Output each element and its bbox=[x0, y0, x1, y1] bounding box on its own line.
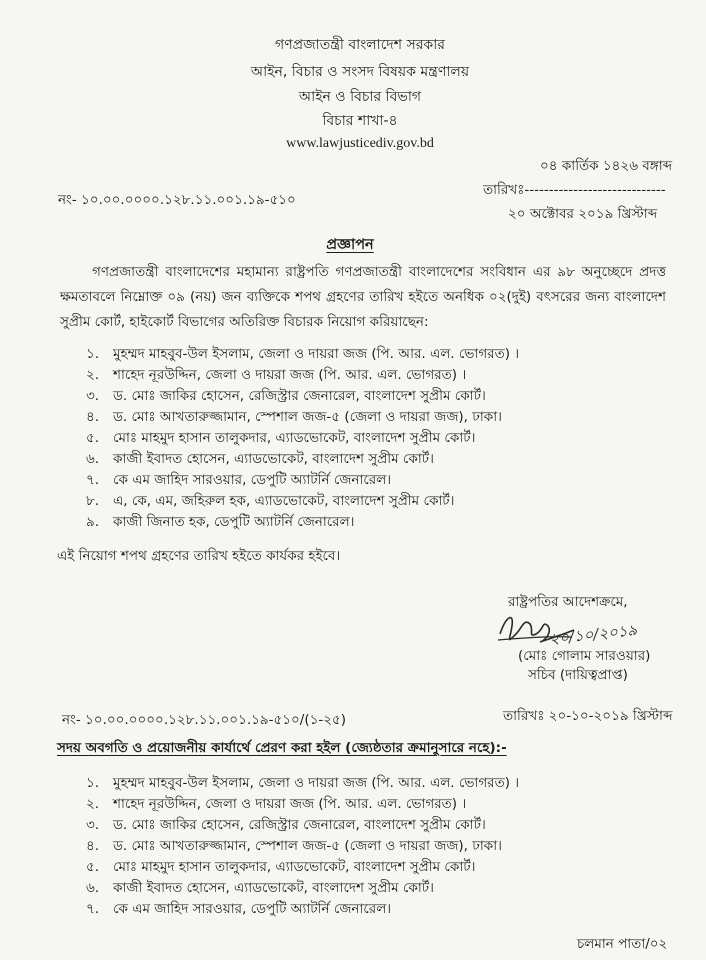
list-number: ৮. bbox=[86, 493, 100, 509]
effective-note: এই নিয়োগ শপথ গ্রহণের তারিখ হইতে কার্যকর হইবে। bbox=[57, 548, 341, 564]
list-text: ড. মোঃ জাকির হোসেন, রেজিস্ট্রার জেনারেল, বাংলাদেশ সুপ্রীম কোর্ট। bbox=[113, 817, 486, 833]
list-text: মোঃ মাহমুদ হাসান তালুকদার, এ্যাডভোকেট, বাংলাদেশ সুপ্রীম কোর্ট। bbox=[113, 430, 476, 446]
list-item bbox=[86, 899, 391, 919]
list-text: কাজী জিনাত হক, ডেপুটি অ্যাটর্নি জেনারেল। bbox=[113, 514, 355, 530]
list-text: ড. মোঃ আখতারুজ্জামান, স্পেশাল জজ-৫ (জেলা ও দায়রা জজ), ঢাকা। bbox=[113, 838, 502, 854]
signatory-designation: সচিব (দায়িত্বপ্রাপ্ত) bbox=[528, 667, 628, 683]
list-item bbox=[86, 344, 519, 364]
list-text: শাহেদ নূরউদ্দিন, জেলা ও দায়রা জজ (পি. আর. এল. ভোগরত) । bbox=[113, 367, 467, 383]
list-number: ১. bbox=[86, 775, 100, 791]
government-name: গণপ্রজাতন্ত্রী বাংলাদেশ সরকার bbox=[275, 37, 445, 53]
list-text: কে এম জাহিদ সারওয়ার, ডেপুটি অ্যাটর্নি জেনারেল। bbox=[113, 901, 392, 917]
list-number: ৫. bbox=[86, 859, 100, 875]
list-number: ৪. bbox=[86, 409, 100, 425]
memo-number: নং- ১০.০০.০০০০.১২৮.১১.০০১.১৯-৫১০ bbox=[58, 192, 296, 208]
list-text: শাহেদ নূরউদ্দিন, জেলা ও দায়রা জজ (পি. আর. এল. ভোগরত) । bbox=[113, 796, 467, 812]
list-number: ৩. bbox=[86, 817, 100, 833]
continued-page-note: চলমান পাতা/০২ bbox=[577, 936, 668, 952]
list-text: মোঃ মাহমুদ হাসান তালুকদার, এ্যাডভোকেট, বাংলাদেশ সুপ্রীম কোর্ট। bbox=[113, 859, 476, 875]
list-item bbox=[86, 365, 466, 385]
list-item bbox=[86, 428, 475, 448]
list-number: ২. bbox=[86, 796, 100, 812]
signature-date: ২০/১০/২০১৯ bbox=[548, 620, 639, 648]
body-paragraph: গণপ্রজাতন্ত্রী বাংলাদেশের মহামান্য রাষ্ট্রপতি গণপ্রজাতন্ত্রী বাংলাদেশের সংবিধান এর ৯৮ অনুচ্ছেদে প্রদত্ত ক্ষমতাবলে নিম্নোক্ত ০৯ (নয়) জন ব্যক্তিকে শপথ গ্রহণের তারিখ হইতে অনধিক ০২(দুই) বৎসরের জন্য বাংলাদেশ সুপ্রীম কোর্ট, হাইকোর্ট বিভাগের অতিরিক্ত বিচারক নিয়োগ করিয়াছেন: bbox=[60, 264, 666, 330]
bangla-date: ০৪ কার্তিক ১৪২৬ বঙ্গাব্দ bbox=[540, 158, 673, 174]
list-item bbox=[86, 386, 486, 406]
signature bbox=[492, 604, 667, 650]
list-text: ড. মোঃ আখতারুজ্জামান, স্পেশাল জজ-৫ (জেলা ও দায়রা জজ), ঢাকা। bbox=[113, 409, 502, 425]
list-number: ৯. bbox=[86, 514, 100, 530]
distribution-memo-number: নং- ১০.০০.০০০০.১২৮.১১.০০১.১৯-৫১০/(১-২৫) bbox=[62, 712, 347, 728]
english-date: ২০ অক্টোবর ২০১৯ খ্রিস্টাব্দ bbox=[508, 206, 658, 222]
list-item bbox=[86, 449, 434, 469]
date-label: তারিখঃ----------------------------- bbox=[483, 182, 666, 198]
list-item bbox=[86, 815, 486, 835]
list-text: কাজী ইবাদত হোসেন, এ্যাডভোকেট, বাংলাদেশ সুপ্রীম কোর্ট। bbox=[113, 451, 434, 467]
list-item bbox=[86, 836, 502, 856]
document-title bbox=[250, 235, 450, 255]
list-text: কে এম জাহিদ সারওয়ার, ডেপুটি অ্যাটর্নি জেনারেল। bbox=[113, 472, 392, 488]
list-item bbox=[86, 794, 466, 814]
list-number: ৭. bbox=[86, 472, 100, 488]
division-name: আইন ও বিচার বিভাগ bbox=[298, 89, 422, 105]
ministry-name: আইন, বিচার ও সংসদ বিষয়ক মন্ত্রণালয় bbox=[250, 64, 470, 80]
list-number: ৩. bbox=[86, 388, 100, 404]
website-url: www.lawjusticediv.gov.bd bbox=[286, 136, 434, 151]
list-number: ৭. bbox=[86, 901, 100, 917]
distribution-heading: সদয় অবগতি ও প্রয়োজনীয় কার্যার্থে প্রেরণ করা হইল (জ্যেষ্ঠতার ক্রমানুসারে নহে):- bbox=[57, 740, 507, 756]
list-item bbox=[86, 491, 454, 511]
list-number: ১. bbox=[86, 346, 100, 362]
document-title-text: প্রজ্ঞাপন bbox=[326, 237, 374, 253]
list-text: কাজী ইবাদত হোসেন, এ্যাডভোকেট, বাংলাদেশ সুপ্রীম কোর্ট। bbox=[113, 880, 434, 896]
list-text: মুহম্মদ মাহবুব-উল ইসলাম, জেলা ও দায়রা জজ (পি. আর. এল. ভোগরত) । bbox=[113, 775, 520, 791]
list-number: ৪. bbox=[86, 838, 100, 854]
list-text: মুহম্মদ মাহবুব-উল ইসলাম, জেলা ও দায়রা জজ (পি. আর. এল. ভোগরত) । bbox=[113, 346, 520, 362]
distribution-date: তারিখঃ ২০-১০-২০১৯ খ্রিস্টাব্দ bbox=[503, 708, 673, 724]
list-item bbox=[86, 878, 434, 898]
list-text: এ, কে, এম, জহিরুল হক, এ্যাডভোকেট, বাংলাদেশ সুপ্রীম কোর্ট। bbox=[113, 493, 455, 509]
branch-name: বিচার শাখা-৪ bbox=[322, 113, 398, 129]
list-item bbox=[86, 470, 391, 490]
list-text: ড. মোঃ জাকির হোসেন, রেজিস্ট্রার জেনারেল, বাংলাদেশ সুপ্রীম কোর্ট। bbox=[113, 388, 486, 404]
list-number: ৬. bbox=[86, 880, 100, 896]
list-item bbox=[86, 773, 519, 793]
list-item bbox=[86, 857, 475, 877]
list-number: ৬. bbox=[86, 451, 100, 467]
list-item bbox=[86, 407, 502, 427]
list-number: ২. bbox=[86, 367, 100, 383]
list-item bbox=[86, 512, 354, 532]
list-number: ৫. bbox=[86, 430, 100, 446]
signatory-name: (মোঃ গোলাম সারওয়ার) bbox=[518, 648, 651, 664]
order-line: রাষ্ট্রপতির আদেশক্রমে, bbox=[508, 594, 628, 610]
